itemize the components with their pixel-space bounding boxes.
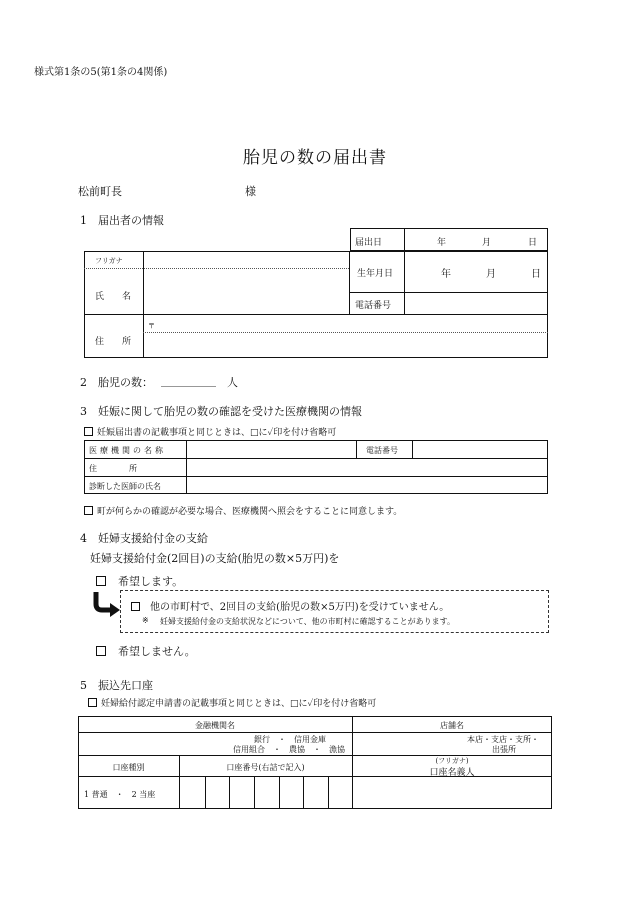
other-city-note: 妊婦支援給付金の支給状況などについて、他の市町村に確認することがあります。 [160, 617, 456, 626]
branch-name-field[interactable] [354, 734, 464, 754]
option-no-label: 希望しません。 [118, 645, 196, 658]
account-holder-field[interactable] [353, 777, 551, 808]
consent-text: 町が何らかの確認が必要な場合、医療機関へ照会をすることに同意します。 [97, 507, 403, 517]
postal-mark: 〒 [148, 322, 155, 330]
page-title: 胎児の数の届出書 [243, 148, 387, 168]
doctor-field[interactable] [187, 477, 547, 493]
other-city-note-mark: ※ [142, 616, 149, 625]
address-label: 住 所 [95, 337, 132, 347]
institution-field[interactable] [187, 441, 355, 457]
section4-heading: 4 妊婦支援給付金の支給 [80, 532, 208, 545]
holder-label: 口座名義人 [429, 768, 475, 778]
section2-heading: 2 胎児の数： [80, 376, 153, 389]
branch-label: 店舗名 [440, 721, 464, 730]
option-no-row [96, 643, 196, 659]
section4-subheading: 妊婦支援給付金(2回目)の支給(胎児の数×5万円)を [90, 552, 340, 565]
account-number-label: 口座番号(右詰で記入) [226, 763, 305, 772]
bank-name-label: 金融機関名 [195, 721, 235, 730]
section1-heading: 1 届出者の情報 [80, 214, 164, 227]
birth-day-label: 日 [531, 269, 541, 280]
institution-phone-field[interactable] [413, 441, 547, 457]
notify-date-label: 届出日 [355, 238, 383, 248]
institution-phone-label: 電話番号 [366, 446, 398, 455]
month-label: 月 [482, 238, 492, 248]
birth-year-label: 年 [441, 269, 451, 280]
consent-row [84, 504, 402, 517]
option-no-checkbox[interactable] [96, 646, 106, 656]
account-type-options[interactable]: 1 普通 ・ 2 当座 [84, 790, 156, 799]
option-yes-checkbox[interactable] [96, 576, 106, 586]
day-label: 日 [528, 238, 538, 248]
name-field[interactable] [145, 270, 349, 314]
section5-same-row [88, 696, 376, 709]
addressee-sama: 様 [245, 185, 256, 198]
fetus-count-unit: 人 [227, 376, 238, 389]
phone-field[interactable] [405, 293, 547, 314]
bank-types-line2: 信用組合 ・ 農協 ・ 漁協 [233, 745, 345, 754]
name-label: 氏 名 [95, 292, 132, 302]
branch-types-line1: 本店・支店・支所・ [467, 735, 539, 744]
section5-same-note: 妊婦給付認定申請書の記載事項と同じときは、□に✓印を付け省略可 [101, 699, 377, 709]
birthdate-label: 生年月日 [357, 269, 394, 279]
other-city-row [131, 598, 449, 613]
section5-same-checkbox[interactable] [88, 698, 97, 707]
phone-label: 電話番号 [355, 301, 392, 311]
bank-types-line1: 銀行 ・ 信用金庫 [254, 735, 326, 744]
section5-heading: 5 振込先口座 [80, 679, 153, 692]
fetus-count-field[interactable]: __________ [161, 374, 216, 387]
bank-name-field[interactable] [80, 734, 250, 754]
addressee: 松前町長 [78, 185, 122, 198]
institution-address-label: 住 所 [89, 464, 137, 473]
furigana-field[interactable] [145, 252, 349, 268]
other-city-checkbox[interactable] [131, 602, 140, 611]
furigana-label: フリガナ [95, 257, 123, 265]
arrow-icon [92, 590, 122, 618]
section3-same-note: 妊娠届出書の記載事項と同じときは、□に✓印を付け省略可 [97, 428, 337, 438]
holder-furigana-label: (フリガナ) [435, 757, 469, 765]
address-field[interactable] [145, 316, 547, 357]
year-label: 年 [437, 238, 447, 248]
branch-types-line2: 出張所 [492, 745, 516, 754]
doctor-label: 診断した医師の氏名 [89, 482, 161, 491]
option-yes-label: 希望します。 [118, 575, 184, 588]
section3-same-checkbox[interactable] [84, 427, 93, 436]
consent-checkbox[interactable] [84, 506, 93, 515]
institution-label: 医療機関の名称 [89, 446, 166, 455]
form-reference: 様式第1条の5(第1条の4関係) [34, 67, 168, 78]
institution-address-field[interactable] [187, 459, 547, 475]
option-yes-row [96, 573, 183, 589]
section3-heading: 3 妊娠に関して胎児の数の確認を受けた医療機関の情報 [80, 405, 362, 418]
section3-same-row [84, 425, 336, 438]
birth-month-label: 月 [486, 269, 496, 280]
account-number-field[interactable] [180, 777, 352, 808]
account-type-label: 口座種別 [112, 763, 145, 772]
other-city-text: 他の市町村で、2回目の支給(胎児の数×5万円)を受けていません。 [150, 602, 450, 613]
